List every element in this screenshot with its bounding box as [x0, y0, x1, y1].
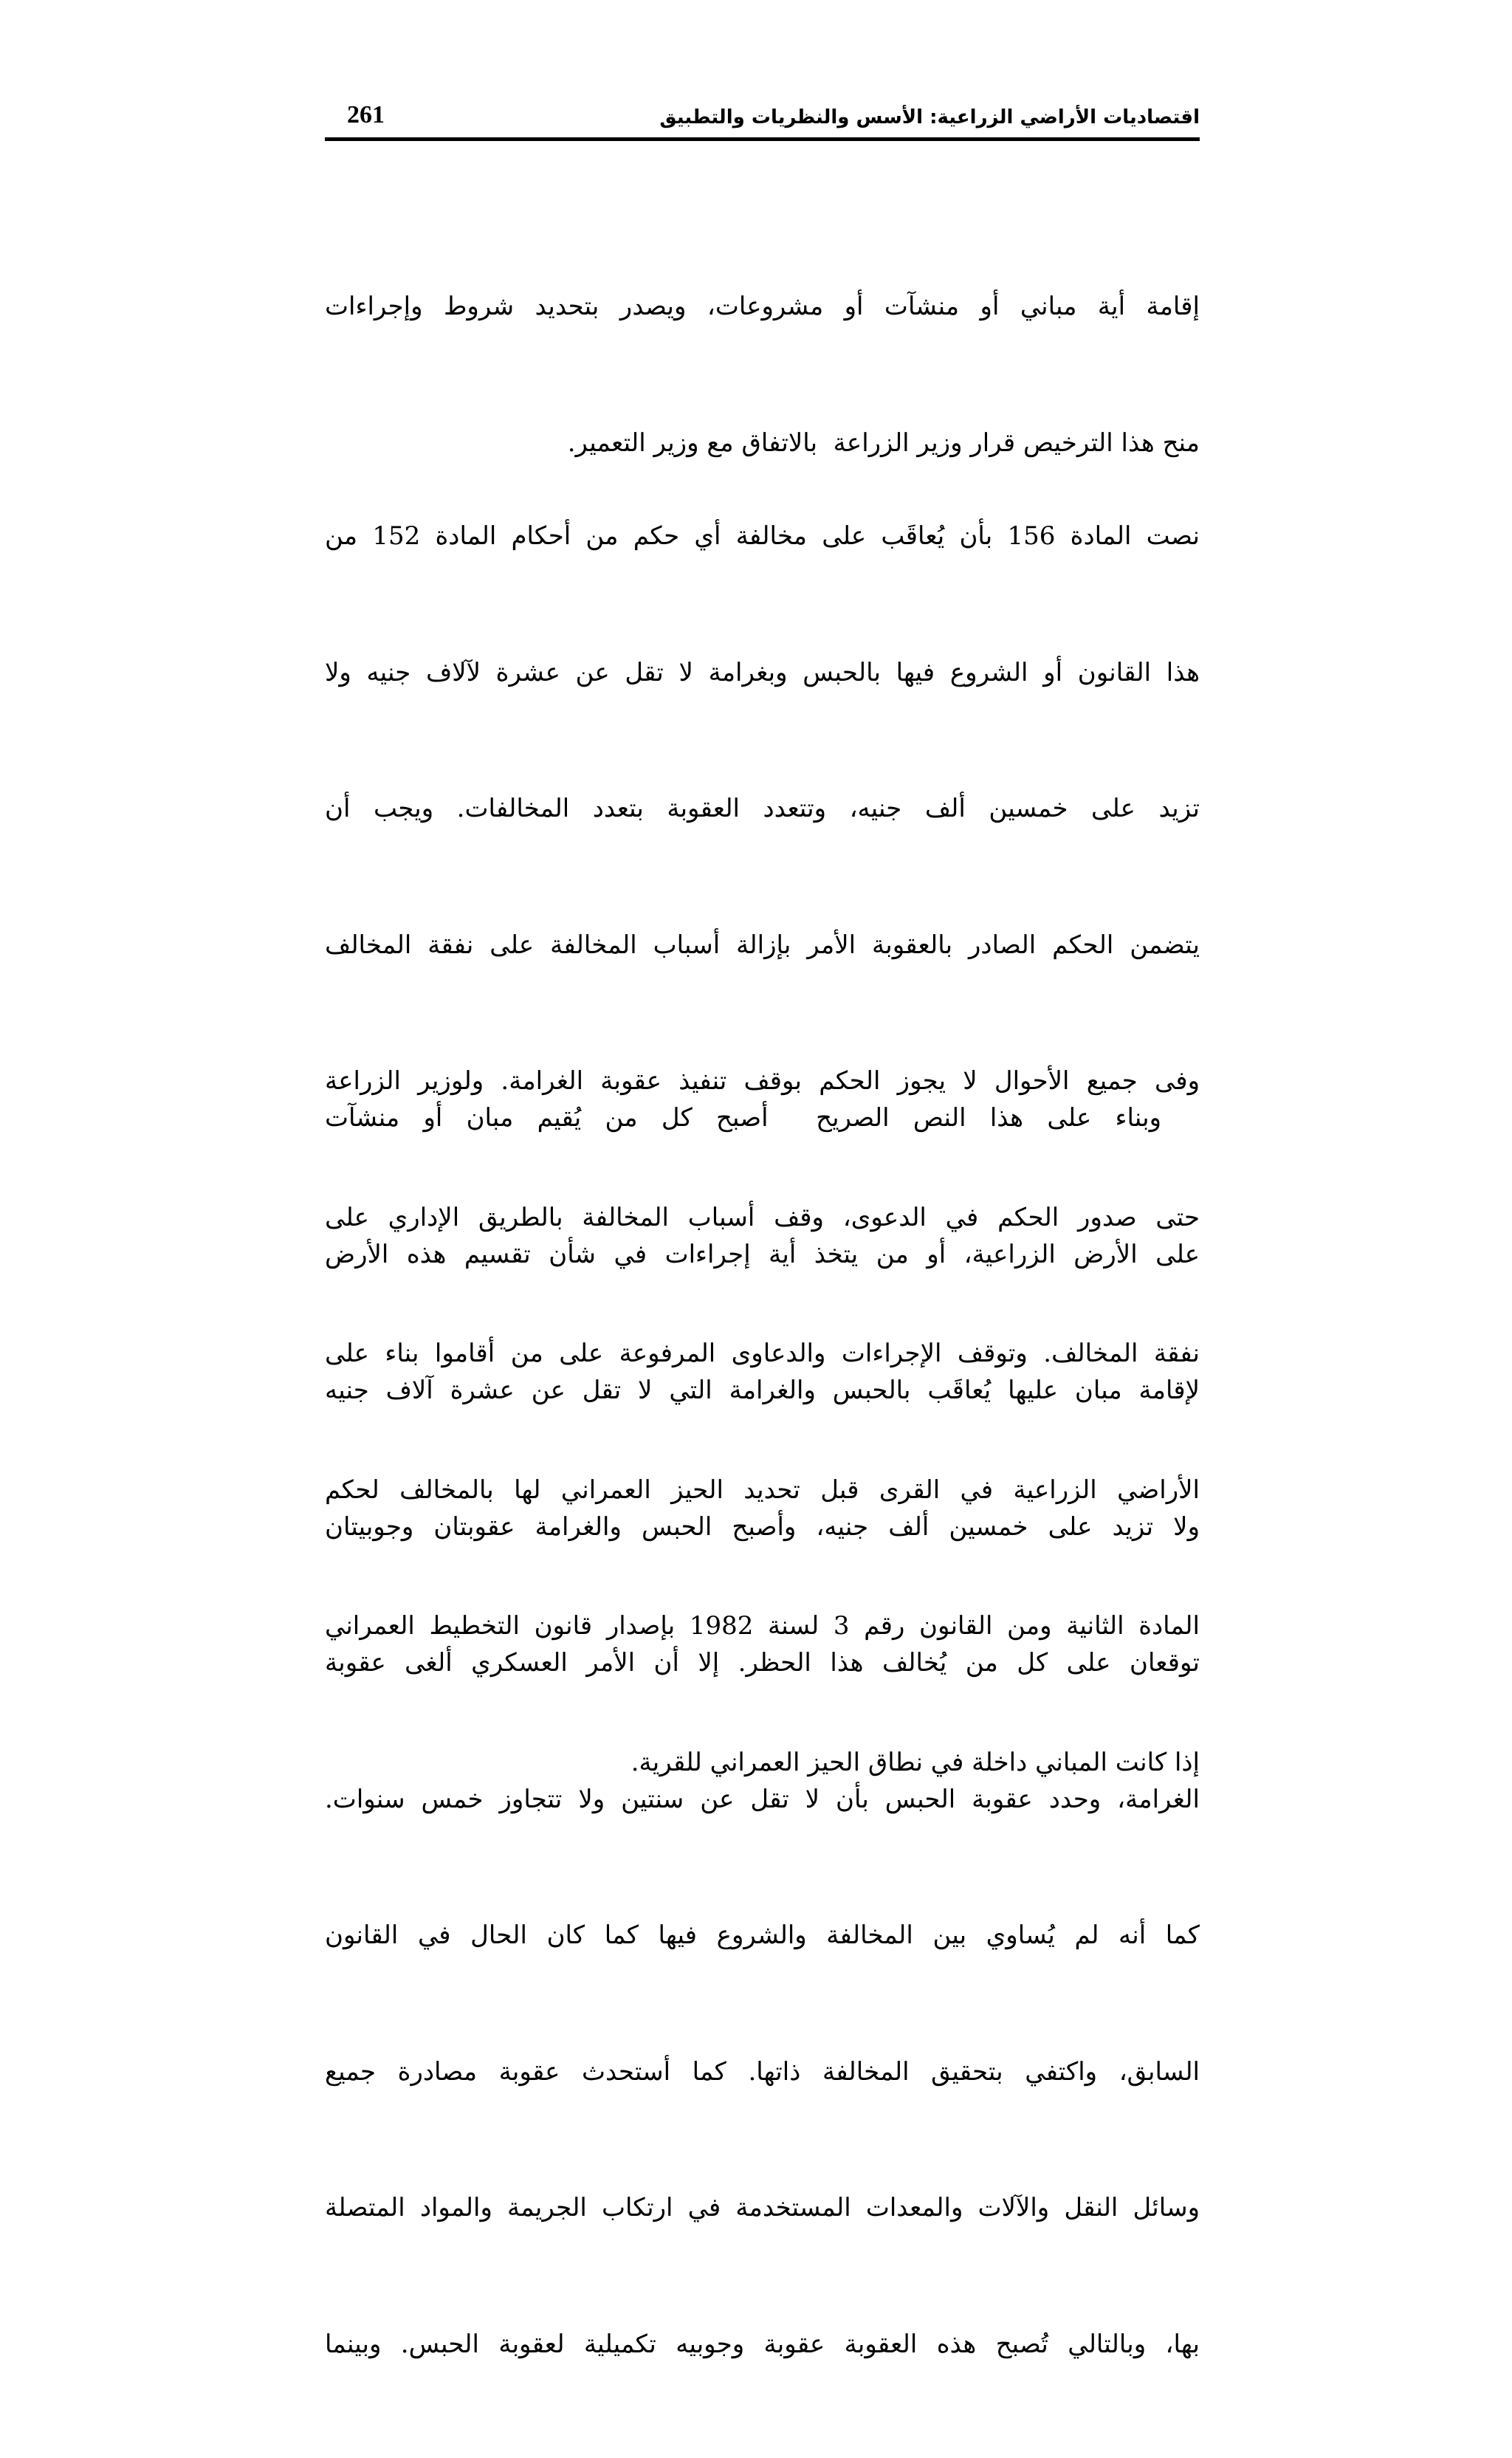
text-line: كما أنه لم يُساوي بين المخالفة والشروع فيها كما كان الحال في القانون — [325, 1920, 1200, 1950]
text-line: منح هذا الترخيص قرار وزير الزراعة بالاتفاق مع وزير التعمير. — [567, 428, 1200, 458]
text-line: لإقامة مبان عليها يُعاقَب بالحبس والغرامة التي لا تقل عن عشرة آلاف جنيه — [325, 1376, 1200, 1405]
text-line: نصت المادة 156 بأن يُعاقَب على مخالفة أي حكم من أحكام المادة 152 من — [325, 521, 1200, 551]
text-line: إذا كانت المباني داخلة في نطاق الحيز العمراني للقرية. — [630, 1747, 1200, 1777]
page-header — [325, 95, 1200, 139]
running-title: اقتصاديات الأراضي الزراعية: الأسس والنظريات والتطبيق — [659, 106, 1200, 128]
header-rule — [325, 137, 1200, 141]
text-line: توقعان على كل من يُخالف هذا الحظر. إلا أن الأمر العسكري ألغى عقوبة — [325, 1648, 1200, 1678]
text-line: ولا تزيد على خمسين ألف جنيه، وأصبح الحبس والغرامة عقوبتان وجوبيتان — [325, 1511, 1200, 1542]
text-line: بها، وبالتالي تُصبح هذه العقوبة عقوبة وجوبيه تكميلية لعقوبة الحبس. وبينما — [325, 2329, 1200, 2359]
text-line: تزيد على خمسين ألف جنيه، وتتعدد العقوبة بتعدد المخالفات. ويجب أن — [325, 794, 1200, 823]
text-line: يتضمن الحكم الصادر بالعقوبة الأمر بإزالة أسباب المخالفة على نفقة المخالف — [325, 930, 1200, 960]
text-line: وسائل النقل والآلات والمعدات المستخدمة في ارتكاب الجريمة والمواد المتصلة — [325, 2193, 1200, 2222]
text-line: الغرامة، وحدد عقوبة الحبس بأن لا تقل عن سنتين ولا تتجاوز خمس سنوات. — [325, 1784, 1200, 1814]
text-line: نفقة المخالف. وتوقف الإجراءات والدعاوى المرفوعة على من أقاموا بناء على — [325, 1339, 1200, 1368]
text-line: إقامة أية مباني أو منشآت أو مشروعات، ويصدر بتحديد شروط وإجراءات — [325, 292, 1200, 321]
text-line: المادة الثانية ومن القانون رقم 3 لسنة 1982 بإصدار قانون التخطيط العمراني — [325, 1611, 1200, 1641]
text-line: السابق، واكتفي بتحقيق المخالفة ذاتها. كما أستحدث عقوبة مصادرة جميع — [325, 2056, 1200, 2087]
text-line: الأراضي الزراعية في القرى قبل تحديد الحيز العمراني لها بالمخالف لحكم — [325, 1475, 1200, 1505]
text-line: على الأرض الزراعية، أو من يتخذ أية إجراءات في شأن تقسيم هذه الأرض — [325, 1239, 1200, 1269]
text-line: حتى صدور الحكم في الدعوى، وقف أسباب المخالفة بالطريق الإداري على — [325, 1202, 1200, 1232]
page-number: 261 — [347, 101, 385, 128]
text-line: وبناء على هذا النص الصريح أصبح كل من يُقيم مبان أو منشآت — [325, 1103, 1161, 1133]
text-line: وفى جميع الأحوال لا يجوز الحكم بوقف تنفيذ عقوبة الغرامة. ولوزير الزراعة — [325, 1066, 1200, 1096]
paragraph-3 — [325, 1005, 1200, 2458]
text-line: هذا القانون أو الشروع فيها بالحبس وبغرامة لا تقل عن عشرة لآلاف جنيه ولا — [325, 657, 1200, 687]
